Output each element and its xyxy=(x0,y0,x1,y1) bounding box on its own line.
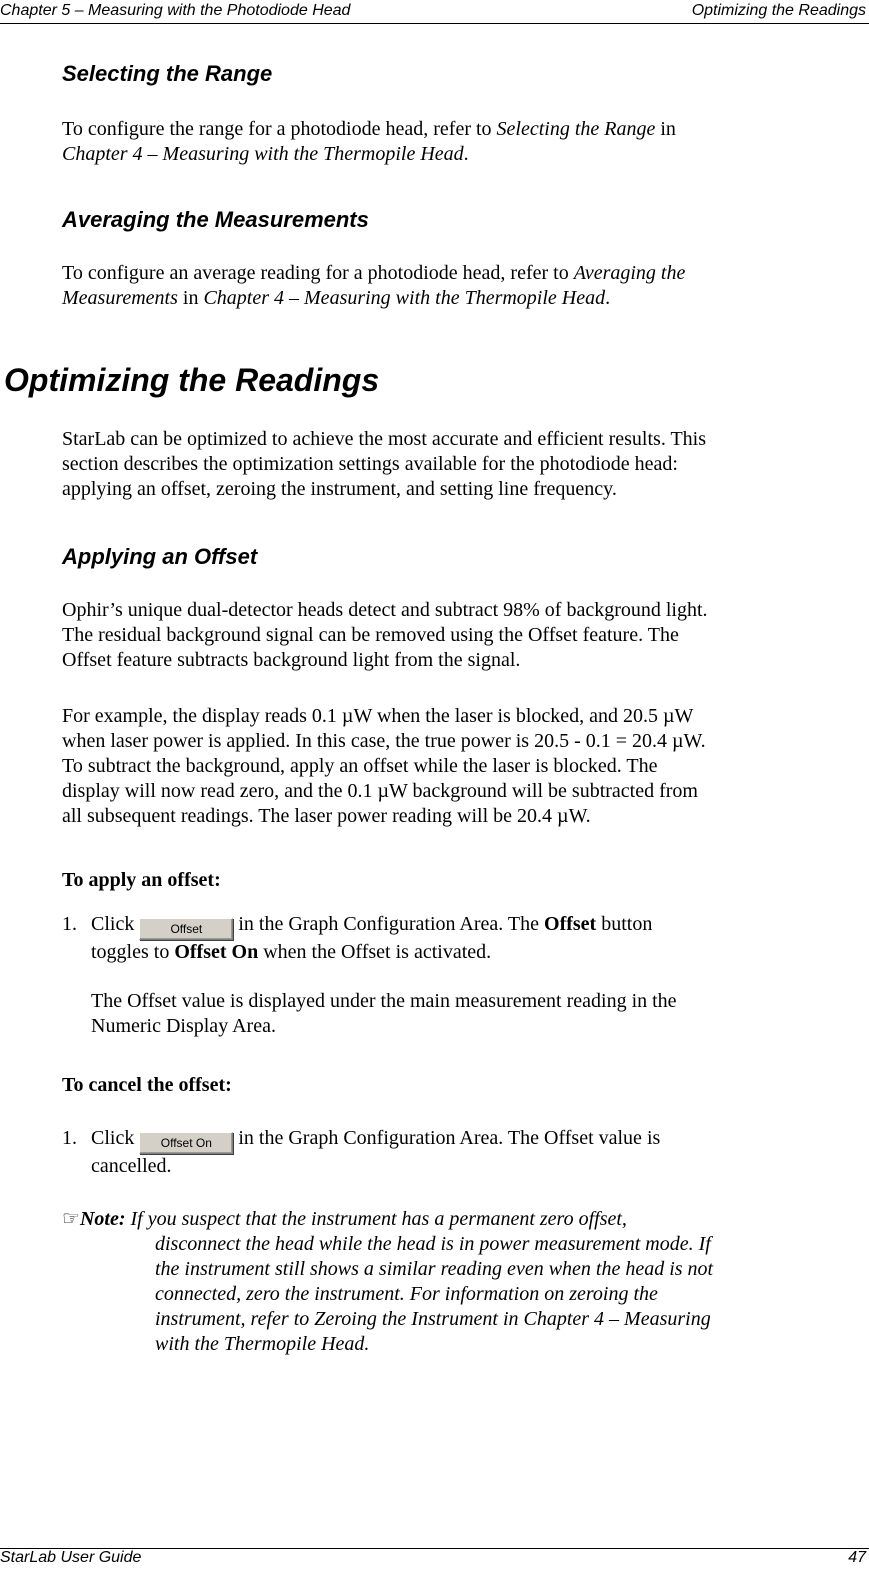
apply-step-note: The Offset value is displayed under the main measurement reading in the Numeric Display Area. xyxy=(91,990,677,1037)
heading-applying-offset: Applying an Offset xyxy=(62,544,258,569)
heading-selecting-range: Selecting the Range xyxy=(62,61,273,86)
apply-step-text: Click Offset in the Graph Configuration Area. The Offset button toggles to Offset On when the Offset is activated. xyxy=(91,913,653,963)
range-paragraph: To configure the range for a photodiode head, refer to Selecting the Range in Chapter 4 – Measuring with the Thermopile Head. xyxy=(62,118,676,165)
running-header-chapter: Chapter 5 – Measuring with the Photodiode Head xyxy=(0,2,351,19)
note-block: ☞Note: If you suspect that the instrument has a permanent zero offset, xyxy=(62,1208,627,1230)
cancel-offset-heading: To cancel the offset: xyxy=(62,1074,232,1096)
page-number: 47 xyxy=(848,1549,866,1566)
apply-step-number: 1. xyxy=(62,913,77,935)
optimizing-paragraph: StarLab can be optimized to achieve the most accurate and efficient results. This section describes the optimization settings available for the photodiode head: applying an offset, zeroing the instrument, and setting line frequency. xyxy=(62,428,707,500)
apply-offset-heading: To apply an offset: xyxy=(62,869,221,891)
note-label: Note: xyxy=(79,1208,126,1230)
header-rule xyxy=(0,23,869,24)
pointing-hand-icon: ☞ xyxy=(62,1208,80,1230)
offset-paragraph-1: Ophir’s unique dual-detector heads detect and subtract 98% of background light. The residual background signal can be removed using the Offset feature. The Offset feature subtracts background light from the signal. xyxy=(62,599,708,671)
note-continuation: disconnect the head while the head is in power measurement mode. If the instrument still shows a similar reading even when the head is not connected, zero the instrument. For information on zeroing the instrument, refer to Zeroing the Instrument in Chapter 4 – Measuring with the Thermopile Head. xyxy=(155,1233,714,1355)
offset-paragraph-2: For example, the display reads 0.1 µW when the laser is blocked, and 20.5 µW when laser power is applied. In this case, the true power is 20.5 - 0.1 = 20.4 µW. To subtract the background, apply an offset while the laser is blocked. The display will now read zero, and the 0.1 µW background will be subtracted from all subsequent readings. The laser power reading will be 20.4 µW. xyxy=(62,705,706,827)
link-selecting-range: Selecting the Range xyxy=(496,118,656,140)
footer-guide-title: StarLab User Guide xyxy=(0,1549,142,1566)
running-header-section: Optimizing the Readings xyxy=(691,2,866,19)
offset-on-button[interactable]: Offset On xyxy=(139,1132,233,1154)
averaging-paragraph: To configure an average reading for a photodiode head, refer to Averaging the Measurements in Chapter 4 – Measuring with the Thermopile Head. xyxy=(62,262,686,309)
offset-button[interactable]: Offset xyxy=(139,918,233,940)
cancel-step-text: Click Offset On in the Graph Configuration Area. The Offset value is cancelled. xyxy=(91,1127,661,1177)
cancel-step-number: 1. xyxy=(62,1127,77,1149)
heading-averaging: Averaging the Measurements xyxy=(62,207,369,232)
heading-optimizing: Optimizing the Readings xyxy=(4,362,380,398)
